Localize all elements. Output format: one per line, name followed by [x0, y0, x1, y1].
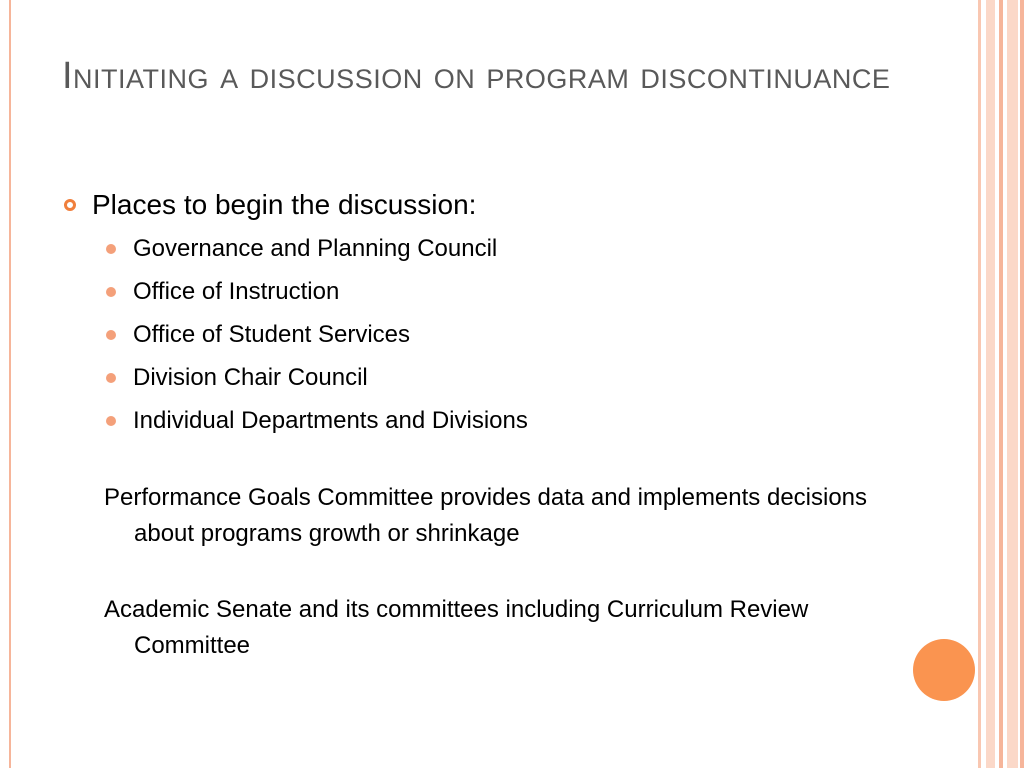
stripe: [1020, 0, 1024, 768]
main-bullet: [62, 185, 902, 225]
stripe: [1007, 0, 1018, 768]
sub-bullet-list: [62, 227, 902, 442]
stripe: [978, 0, 981, 768]
ring-bullet-icon: [64, 199, 76, 211]
main-bullet-text: Places to begin the discussion:: [92, 189, 477, 220]
dot-bullet-icon: [106, 330, 116, 340]
dot-bullet-icon: [106, 373, 116, 383]
dot-bullet-icon: [106, 416, 116, 426]
dot-bullet-icon: [106, 244, 116, 254]
sub-bullet-text: Office of Student Services: [133, 321, 411, 348]
left-border-line: [9, 0, 11, 768]
sub-bullet-item: [62, 399, 902, 442]
sub-bullet-item: [62, 356, 902, 399]
orange-circle-decoration: [913, 639, 975, 701]
stripe: [986, 0, 995, 768]
sub-bullet-text: Governance and Planning Council: [133, 235, 498, 262]
performance-goals-paragraph: Performance Goals Committee provides data and implements decisions about programs growth or shrinkage: [104, 484, 868, 547]
sub-bullet-text: Office of Instruction: [133, 278, 340, 305]
sub-bullet-item: [62, 270, 902, 313]
dot-bullet-icon: [106, 287, 116, 297]
sub-bullet-text: Individual Departments and Divisions: [133, 407, 528, 434]
academic-senate-paragraph: Academic Senate and its committees including Curriculum Review Committee: [104, 596, 809, 659]
slide-title: Initiating a discussion on program discontinuance: [62, 55, 891, 97]
sub-bullet-item: [62, 313, 902, 356]
stripe: [999, 0, 1003, 768]
sub-bullet-item: [62, 227, 902, 270]
slide-content: [62, 185, 902, 664]
sub-bullet-text: Division Chair Council: [133, 364, 368, 391]
right-decorative-stripes: [978, 0, 1024, 768]
